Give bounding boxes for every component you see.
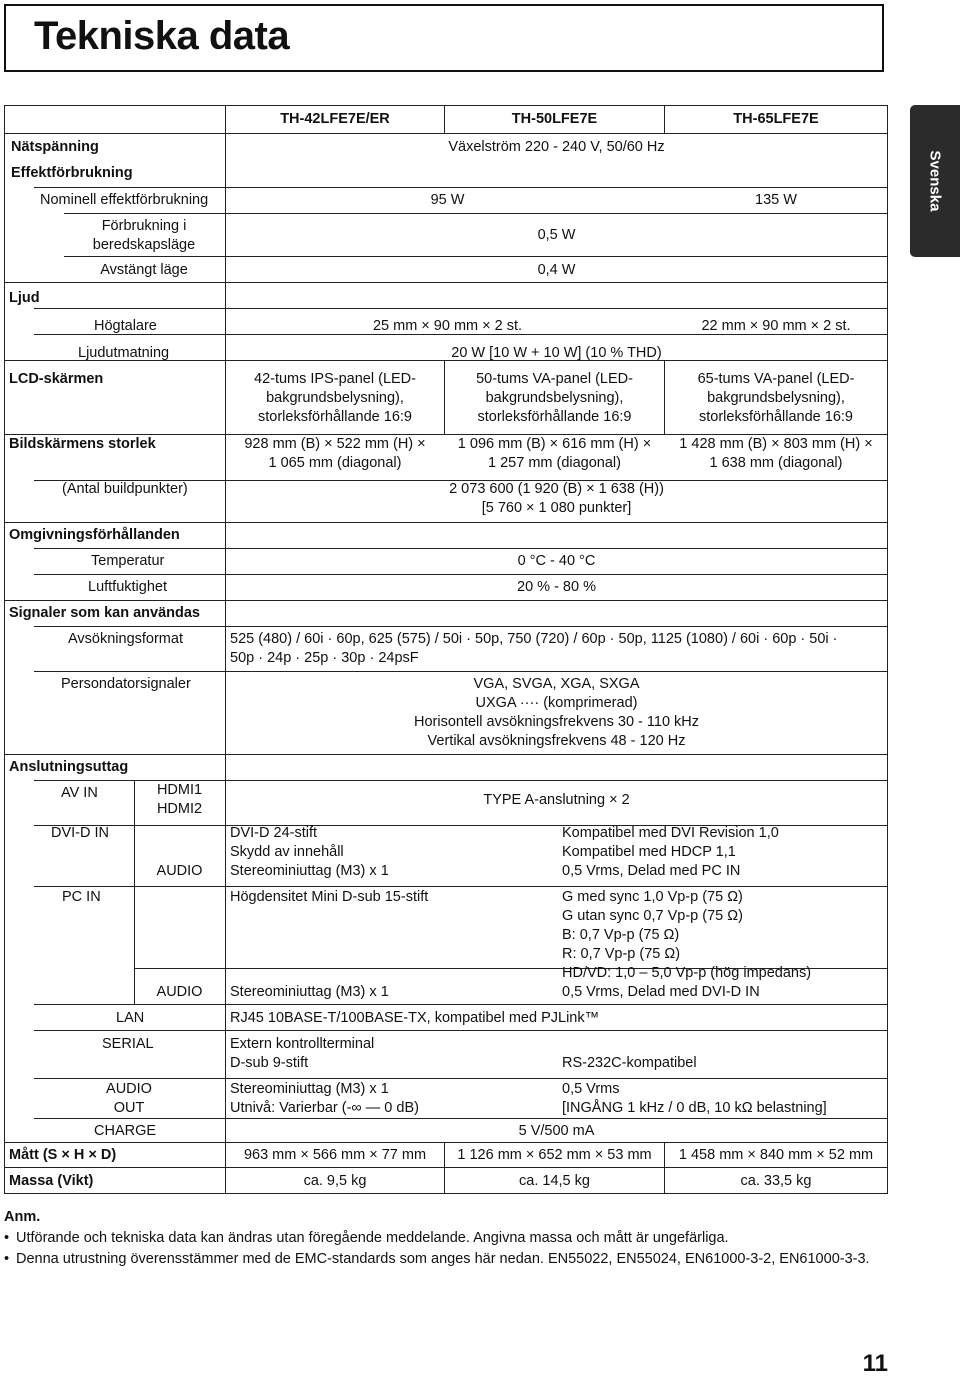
- lcd-50-line-2: bakgrundsbelysning),: [485, 390, 624, 406]
- audio-out-label-2: OUT: [113, 1100, 145, 1116]
- dvi-right-line-1: Kompatibel med DVI Revision 1,0: [562, 825, 779, 841]
- notes-label: Anm.: [4, 1209, 41, 1225]
- lcd-50-line-1: 50-tums VA-panel (LED-: [476, 371, 633, 387]
- pc-signals-label: Persondatorsignaler: [61, 676, 191, 692]
- screen-50-line-2: 1 257 mm (diagonal): [488, 455, 621, 471]
- language-tab: [910, 105, 960, 257]
- hdmi2-label: HDMI2: [156, 801, 203, 817]
- output-value: 20 W [10 W + 10 W] (10 % THD): [451, 345, 662, 361]
- power-value: Växelström 220 - 240 V, 50/60 Hz: [448, 139, 665, 155]
- off-value: 0,4 W: [537, 262, 576, 278]
- pc-audio-label: AUDIO: [156, 984, 203, 1000]
- dimensions-42: 963 mm × 566 mm × 77 mm: [243, 1147, 427, 1163]
- screen-65-line-1: 1 428 mm (B) × 803 mm (H) ×: [679, 436, 873, 452]
- charge-label: CHARGE: [94, 1123, 157, 1139]
- pc-in-right-line-5: HD/VD: 1,0 – 5,0 Vp-p (hög impedans): [562, 965, 812, 981]
- title-box: [4, 4, 884, 72]
- lcd-label: LCD-skärmen: [9, 371, 104, 387]
- pc-audio-right: 0,5 Vrms, Delad med DVI-D IN: [562, 984, 760, 1000]
- audio-out-right-line-2: [INGÅNG 1 kHz / 0 dB, 10 kΩ belastning]: [562, 1100, 827, 1116]
- rated-small: 95 W: [430, 192, 465, 208]
- pc-signals-line-2: UXGA ···· (komprimerad): [475, 695, 638, 711]
- dvi-right-line-2: Kompatibel med HDCP 1,1: [562, 844, 736, 860]
- audio-out-right-line-1: 0,5 Vrms: [562, 1081, 620, 1097]
- scan-label: Avsökningsformat: [68, 631, 183, 647]
- dimensions-65: 1 458 mm × 840 mm × 52 mm: [678, 1147, 874, 1163]
- output-label: Ljudutmatning: [78, 345, 170, 361]
- connectors-label: Anslutningsuttag: [9, 759, 129, 775]
- serial-left-line-1: Extern kontrollterminal: [230, 1036, 375, 1052]
- page-number: 11: [862, 1350, 888, 1377]
- av-in-label: AV IN: [61, 785, 98, 801]
- pc-in-right-line-3: B: 0,7 Vp-p (75 Ω): [562, 927, 680, 943]
- mass-65: ca. 33,5 kg: [740, 1173, 812, 1189]
- speaker-label: Högtalare: [94, 318, 157, 334]
- pc-signals-line-4: Vertikal avsökningsfrekvens 48 - 120 Hz: [427, 733, 686, 749]
- temp-value: 0 °C - 40 °C: [517, 553, 596, 569]
- dvi-left-line-3: Stereominiuttag (M3) x 1: [230, 863, 389, 879]
- mass-42: ca. 9,5 kg: [303, 1173, 367, 1189]
- speaker-large: 22 mm × 90 mm × 2 st.: [701, 318, 851, 334]
- off-label: Avstängt läge: [100, 262, 188, 278]
- note-text-2: Denna utrustning överensstämmer med de EMC-standards som anges här nedan. EN55022, EN55024, EN61000-3-2, EN61000-3-3.: [16, 1251, 870, 1267]
- page-title: Tekniska data: [34, 14, 290, 58]
- signals-label: Signaler som kan användas: [9, 605, 200, 621]
- lcd-65-line-1: 65-tums VA-panel (LED-: [697, 371, 855, 387]
- charge-value: 5 V/500 mA: [518, 1123, 595, 1139]
- audio-out-left-line-1: Stereominiuttag (M3) x 1: [230, 1081, 389, 1097]
- audio-out-left-line-2: Utnivå: Varierbar (-∞ — 0 dB): [230, 1100, 419, 1116]
- serial-label: SERIAL: [102, 1036, 154, 1052]
- standby-label-2: beredskapsläge: [92, 237, 196, 253]
- pc-audio-left: Stereominiuttag (M3) x 1: [230, 984, 389, 1000]
- scan-value-line-2: 50p · 24p · 25p · 30p · 24psF: [230, 650, 419, 666]
- lcd-42-line-2: bakgrundsbelysning),: [266, 390, 404, 406]
- lcd-50-line-3: storleksförhållande 16:9: [477, 409, 632, 425]
- note-item: • Utförande och tekniska data kan ändras utan föregående meddelande. Angivna massa och mått är ungefärliga.: [4, 1230, 729, 1246]
- humidity-value: 20 % - 80 %: [517, 579, 596, 595]
- hdmi1-label: HDMI1: [156, 782, 203, 798]
- mass-label: Massa (Vikt): [9, 1173, 94, 1189]
- pixels-label: (Antal buildpunkter): [62, 481, 188, 497]
- serial-left-line-2: D-sub 9-stift: [230, 1055, 309, 1071]
- dvi-left-line-2: Skydd av innehåll: [230, 844, 344, 860]
- screen-42-line-1: 928 mm (B) × 522 mm (H) ×: [244, 436, 426, 452]
- pc-signals-line-3: Horisontell avsökningsfrekvens 30 - 110 kHz: [413, 714, 700, 730]
- temp-label: Temperatur: [91, 553, 165, 569]
- dvi-in-label: DVI-D IN: [51, 825, 109, 841]
- hdmi-value: TYPE A-anslutning × 2: [483, 792, 630, 808]
- screen-65-line-2: 1 638 mm (diagonal): [709, 455, 843, 471]
- pc-signals-line-1: VGA, SVGA, XGA, SXGA: [473, 676, 640, 692]
- model-42-header: TH-42LFE7E/ER: [280, 111, 390, 127]
- pixels-value-line-2: [5 760 × 1 080 punkter]: [481, 500, 632, 516]
- rated-label: Nominell effektförbrukning: [40, 192, 209, 208]
- env-label: Omgivningsförhållanden: [9, 527, 180, 543]
- model-65-header: TH-65LFE7E: [733, 111, 819, 127]
- dvi-audio-label: AUDIO: [156, 863, 203, 879]
- lan-value: RJ45 10BASE-T/100BASE-TX, kompatibel med PJLink™: [230, 1010, 600, 1026]
- scan-value-line-1: 525 (480) / 60i · 60p, 625 (575) / 50i · 50p, 750 (720) / 60p · 50p, 1125 (1080) / 60i · 60p · 50i ·: [230, 631, 838, 647]
- pc-in-right-line-2: G utan sync 0,7 Vp-p (75 Ω): [562, 908, 743, 924]
- pc-in-left: Högdensitet Mini D-sub 15-stift: [230, 889, 429, 905]
- screen-50-line-1: 1 096 mm (B) × 616 mm (H) ×: [457, 436, 652, 452]
- dimensions-50: 1 126 mm × 652 mm × 53 mm: [457, 1147, 652, 1163]
- dimensions-label: Mått (S × H × D): [9, 1147, 117, 1163]
- standby-value: 0,5 W: [537, 227, 576, 243]
- lan-label: LAN: [116, 1010, 145, 1026]
- lcd-42-line-1: 42-tums IPS-panel (LED-: [254, 371, 416, 387]
- audio-label: Ljud: [9, 290, 40, 306]
- lcd-65-line-2: bakgrundsbelysning),: [707, 390, 845, 406]
- mass-50: ca. 14,5 kg: [519, 1173, 590, 1189]
- power-label: Nätspänning: [11, 139, 99, 155]
- language-tab-label: Svenska: [926, 150, 944, 212]
- dvi-right-line-3: 0,5 Vrms, Delad med PC IN: [562, 863, 741, 879]
- lcd-65-line-3: storleksförhållande 16:9: [699, 409, 853, 425]
- rated-large: 135 W: [755, 192, 797, 208]
- pc-in-right-line-4: R: 0,7 Vp-p (75 Ω): [562, 946, 681, 962]
- audio-out-label-1: AUDIO: [106, 1081, 152, 1097]
- dvi-left-line-1: DVI-D 24-stift: [230, 825, 318, 841]
- note-item: • Denna utrustning överensstämmer med de EMC-standards som anges här nedan. EN55022, EN55024, EN61000-3-2, EN61000-3-3.: [4, 1251, 870, 1267]
- pc-in-right-line-1: G med sync 1,0 Vp-p (75 Ω): [562, 889, 743, 905]
- spec-table: [4, 105, 888, 1193]
- humidity-label: Luftfuktighet: [88, 579, 167, 595]
- speaker-small: 25 mm × 90 mm × 2 st.: [372, 318, 523, 334]
- lcd-42-line-3: storleksförhållande 16:9: [258, 409, 412, 425]
- pc-in-label: PC IN: [62, 889, 101, 905]
- screen-label: Bildskärmens storlek: [9, 436, 156, 452]
- note-text-1: Utförande och tekniska data kan ändras utan föregående meddelande. Angivna massa och mått är ungefärliga.: [16, 1230, 729, 1246]
- serial-right: RS-232C-kompatibel: [562, 1055, 697, 1071]
- standby-label-1: Förbrukning i: [101, 218, 187, 234]
- consumption-label: Effektförbrukning: [11, 165, 133, 181]
- screen-42-line-2: 1 065 mm (diagonal): [268, 455, 402, 471]
- model-50-header: TH-50LFE7E: [511, 111, 598, 127]
- pixels-value-line-1: 2 073 600 (1 920 (B) × 1 638 (H)): [449, 481, 664, 497]
- notes: [4, 1207, 884, 1270]
